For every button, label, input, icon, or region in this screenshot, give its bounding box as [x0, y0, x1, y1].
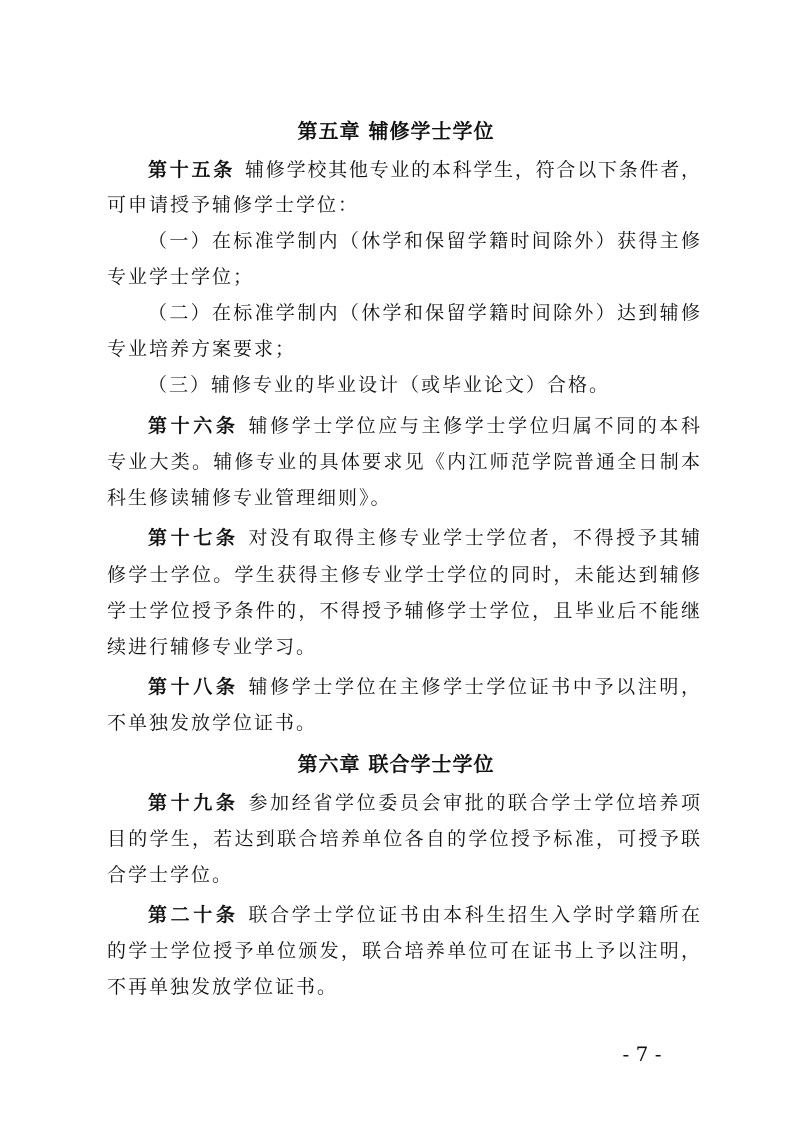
art18-text1: 辅修学士学位在主修学士学位证书中予以注明， — [248, 676, 700, 698]
art17-label: 第十七条 — [148, 527, 239, 549]
art20-line2: 的学士学位授予单位颁发，联合培养单位可在证书上予以注明， — [107, 940, 700, 962]
art15-line1 — [148, 156, 700, 184]
art17-line4: 续进行辅修专业学习。 — [107, 636, 318, 658]
art18-label: 第十八条 — [148, 676, 239, 698]
art15-cond1b: 专业学士学位； — [107, 266, 255, 288]
art16-line2: 专业大类。辅修专业的具体要求见《内江师范学院普通全日制本 — [107, 451, 700, 473]
art16-text1: 辅修学士学位应与主修学士学位归属不同的本科 — [248, 415, 700, 437]
art19-line1 — [148, 789, 700, 817]
chapter6-title: 第六章 联合学士学位 — [297, 752, 495, 776]
art16-label: 第十六条 — [148, 415, 239, 437]
art16-line1 — [148, 412, 700, 440]
art15-cond1a: （一）在标准学制内（休学和保留学籍时间除外）获得主修 — [148, 230, 700, 252]
chapter5-title: 第五章 辅修学士学位 — [297, 119, 495, 143]
art15-cond3: （三）辅修专业的毕业设计（或毕业论文）合格。 — [148, 374, 611, 396]
art17-line2: 修学士学位。学生获得主修专业学士学位的同时，未能达到辅修 — [107, 564, 700, 586]
page-number: - 7 - — [622, 1042, 662, 1066]
art17-line1 — [148, 524, 700, 552]
art16-line3: 科生修读辅修专业管理细则》。 — [107, 487, 392, 509]
art20-line3: 不再单独发放学位证书。 — [107, 976, 339, 998]
art17-line3: 学士学位授予条件的，不得授予辅修学士学位，且毕业后不能继 — [107, 600, 700, 622]
art20-text1: 联合学士学位证书由本科生招生入学时学籍所在 — [248, 904, 700, 926]
art15-cond2b: 专业培养方案要求； — [107, 338, 297, 360]
art15-text1: 辅修学校其他专业的本科学生，符合以下条件者， — [245, 159, 700, 181]
art15-cond2a: （二）在标准学制内（休学和保留学籍时间除外）达到辅修 — [148, 302, 700, 324]
art20-label: 第二十条 — [148, 904, 239, 926]
art18-line1 — [148, 673, 700, 701]
art19-text1: 参加经省学位委员会审批的联合学士学位培养项 — [248, 792, 700, 814]
art18-line2: 不单独发放学位证书。 — [107, 712, 318, 734]
art19-label: 第十九条 — [148, 792, 239, 814]
art15-line2: 可申请授予辅修学士学位： — [107, 194, 360, 216]
art19-line2: 目的学生，若达到联合培养单位各自的学位授予标准，可授予联 — [107, 828, 700, 850]
art15-label: 第十五条 — [148, 159, 236, 181]
art19-line3: 合学士学位。 — [107, 864, 234, 886]
art20-line1 — [148, 901, 700, 929]
art17-text1: 对没有取得主修专业学士学位者，不得授予其辅 — [248, 527, 700, 549]
